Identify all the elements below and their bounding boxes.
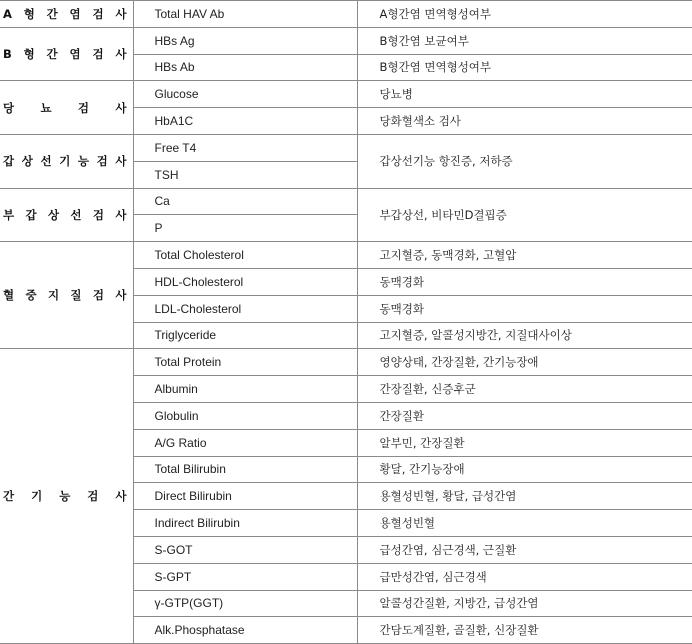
table-row xyxy=(0,27,692,54)
description-cell: 고지혈증, 동맥경화, 고혈압 xyxy=(357,242,692,269)
table-row xyxy=(0,188,692,215)
test-name-cell: HDL-Cholesterol xyxy=(133,268,357,295)
description-cell: 용혈성빈혈 xyxy=(357,510,692,537)
test-name-cell: γ-GTP(GGT) xyxy=(133,590,357,617)
table-row xyxy=(0,81,692,108)
description-cell: 간장질환, 신증후군 xyxy=(357,376,692,403)
test-name-cell: Ca xyxy=(133,188,357,215)
description-cell: 부갑상선, 비타민D결핍증 xyxy=(357,188,692,242)
description-cell: 고지혈증, 알콜성지방간, 지질대사이상 xyxy=(357,322,692,349)
description-cell: 용혈성빈혈, 황달, 급성간염 xyxy=(357,483,692,510)
description-cell: 간담도계질환, 골질환, 신장질환 xyxy=(357,617,692,644)
description-cell: 알콜성간질환, 지방간, 급성간염 xyxy=(357,590,692,617)
test-name-cell: Globulin xyxy=(133,402,357,429)
test-name-cell: Direct Bilirubin xyxy=(133,483,357,510)
table-row xyxy=(0,349,692,376)
description-cell: A형간염 면역형성여부 xyxy=(357,1,692,28)
category-label: B 형 간 염 검 사 xyxy=(3,47,127,62)
description-cell: 급만성간염, 심근경색 xyxy=(357,563,692,590)
description-cell: B형간염 면역형성여부 xyxy=(357,54,692,81)
test-name-cell: S-GOT xyxy=(133,536,357,563)
category-cell xyxy=(0,349,133,644)
description-cell: 갑상선기능 항진증, 저하증 xyxy=(357,134,692,188)
description-cell: B형간염 보균여부 xyxy=(357,27,692,54)
test-name-cell: Total Cholesterol xyxy=(133,242,357,269)
table-row xyxy=(0,1,692,28)
description-cell: 동맥경화 xyxy=(357,295,692,322)
test-name-cell: A/G Ratio xyxy=(133,429,357,456)
test-name-cell: Indirect Bilirubin xyxy=(133,510,357,537)
test-name-cell: HbA1C xyxy=(133,108,357,135)
test-name-cell: Triglyceride xyxy=(133,322,357,349)
test-name-cell: S-GPT xyxy=(133,563,357,590)
table-body xyxy=(0,1,692,644)
description-cell: 당뇨병 xyxy=(357,81,692,108)
description-cell: 알부민, 간장질환 xyxy=(357,429,692,456)
description-cell: 영양상태, 간장질환, 간기능장애 xyxy=(357,349,692,376)
test-name-cell: TSH xyxy=(133,161,357,188)
category-cell xyxy=(0,81,133,135)
category-label: 당 뇨 검 사 xyxy=(3,100,127,115)
category-cell xyxy=(0,134,133,188)
table-row xyxy=(0,242,692,269)
test-name-cell: Alk.Phosphatase xyxy=(133,617,357,644)
description-cell: 간장질환 xyxy=(357,402,692,429)
category-cell xyxy=(0,188,133,242)
test-name-cell: Total Bilirubin xyxy=(133,456,357,483)
description-cell: 급성간염, 심근경색, 근질환 xyxy=(357,536,692,563)
category-label: 부 갑 상 선 검 사 xyxy=(3,207,127,222)
test-name-cell: LDL-Cholesterol xyxy=(133,295,357,322)
test-name-cell: Total Protein xyxy=(133,349,357,376)
table-row xyxy=(0,134,692,161)
category-label: 갑 상 선 기 능 검 사 xyxy=(3,154,127,169)
category-label: 간 기 능 검 사 xyxy=(3,489,127,504)
description-cell: 동맥경화 xyxy=(357,268,692,295)
test-name-cell: Free T4 xyxy=(133,134,357,161)
test-name-cell: Glucose xyxy=(133,81,357,108)
category-label: 혈 중 지 질 검 사 xyxy=(3,288,127,303)
category-cell xyxy=(0,27,133,81)
category-cell xyxy=(0,1,133,28)
description-cell: 황달, 간기능장애 xyxy=(357,456,692,483)
category-label: A 형 간 염 검 사 xyxy=(3,6,127,21)
test-name-cell: P xyxy=(133,215,357,242)
test-name-cell: Albumin xyxy=(133,376,357,403)
test-name-cell: HBs Ag xyxy=(133,27,357,54)
category-cell xyxy=(0,242,133,349)
description-cell: 당화혈색소 검사 xyxy=(357,108,692,135)
test-name-cell: HBs Ab xyxy=(133,54,357,81)
test-name-cell: Total HAV Ab xyxy=(133,1,357,28)
